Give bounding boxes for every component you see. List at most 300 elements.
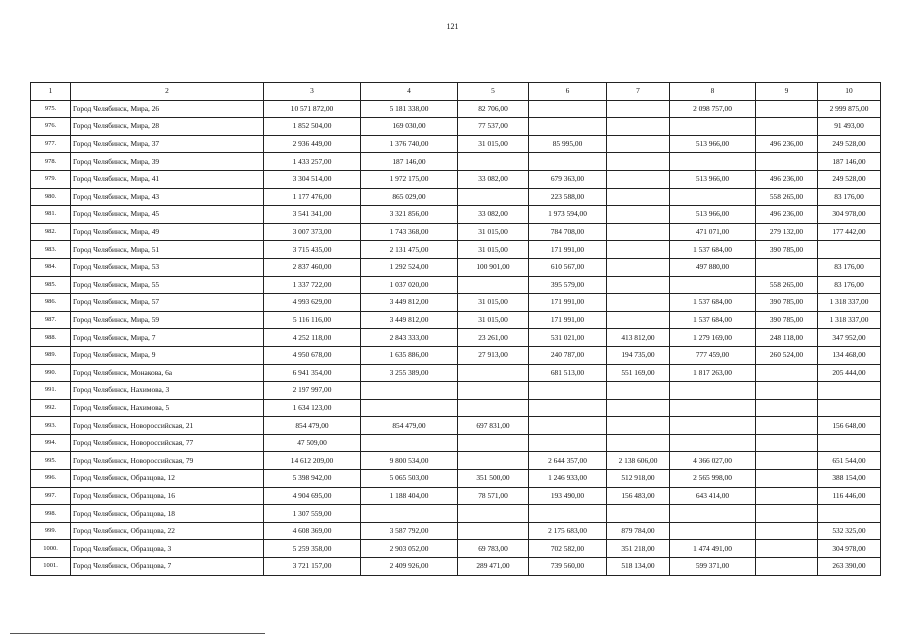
address-cell: Город Челябинск, Образцова, 3	[71, 540, 264, 558]
amount-cell: 702 582,00	[529, 540, 607, 558]
amount-cell	[458, 188, 529, 206]
row-number-cell: 993.	[31, 417, 71, 435]
amount-cell: 347 952,00	[818, 329, 881, 347]
table-row	[31, 153, 881, 171]
row-number-cell: 999.	[31, 522, 71, 540]
row-number-cell: 983.	[31, 241, 71, 259]
amount-cell: 82 706,00	[458, 100, 529, 118]
amount-cell	[756, 522, 818, 540]
amount-cell: 2 999 875,00	[818, 100, 881, 118]
amount-cell: 471 071,00	[670, 223, 756, 241]
amount-cell: 513 966,00	[670, 170, 756, 188]
amount-cell: 5 181 338,00	[361, 100, 458, 118]
table-row	[31, 258, 881, 276]
amount-cell	[529, 153, 607, 171]
table-row	[31, 434, 881, 452]
amount-cell	[361, 505, 458, 523]
amount-cell: 23 261,00	[458, 329, 529, 347]
column-header-1: 1	[31, 83, 71, 101]
address-cell: Город Челябинск, Мира, 9	[71, 346, 264, 364]
amount-cell	[756, 382, 818, 400]
column-header-9: 9	[756, 83, 818, 101]
amount-cell: 4 608 369,00	[264, 522, 361, 540]
amount-cell: 83 176,00	[818, 188, 881, 206]
amount-cell: 388 154,00	[818, 470, 881, 488]
column-header-3: 3	[264, 83, 361, 101]
amount-cell: 248 118,00	[756, 329, 818, 347]
amount-cell	[818, 399, 881, 417]
amount-cell: 27 913,00	[458, 346, 529, 364]
amount-cell: 1 177 476,00	[264, 188, 361, 206]
amount-cell	[607, 434, 670, 452]
address-cell: Город Челябинск, Мира, 55	[71, 276, 264, 294]
amount-cell	[670, 382, 756, 400]
row-number-cell: 984.	[31, 258, 71, 276]
table-row	[31, 399, 881, 417]
amount-cell: 1 318 337,00	[818, 311, 881, 329]
table-row	[31, 311, 881, 329]
table-row	[31, 188, 881, 206]
amount-cell	[529, 417, 607, 435]
amount-cell: 83 176,00	[818, 276, 881, 294]
column-header-2: 2	[71, 83, 264, 101]
amount-cell: 205 444,00	[818, 364, 881, 382]
amount-cell	[670, 118, 756, 136]
amount-cell: 496 236,00	[756, 206, 818, 224]
amount-cell: 599 371,00	[670, 558, 756, 576]
address-cell: Город Челябинск, Мира, 7	[71, 329, 264, 347]
address-cell: Город Челябинск, Новороссийская, 21	[71, 417, 264, 435]
amount-cell: 304 978,00	[818, 540, 881, 558]
table-body	[31, 100, 881, 575]
amount-cell: 390 785,00	[756, 294, 818, 312]
amount-cell: 263 390,00	[818, 558, 881, 576]
amount-cell: 134 468,00	[818, 346, 881, 364]
amount-cell: 3 449 812,00	[361, 311, 458, 329]
amount-cell: 2 138 606,00	[607, 452, 670, 470]
amount-cell	[529, 505, 607, 523]
amount-cell	[756, 540, 818, 558]
amount-cell: 1 376 740,00	[361, 135, 458, 153]
amount-cell: 512 918,00	[607, 470, 670, 488]
amount-cell: 304 978,00	[818, 206, 881, 224]
amount-cell: 249 528,00	[818, 135, 881, 153]
address-cell: Город Челябинск, Нахимова, 3	[71, 382, 264, 400]
amount-cell: 187 146,00	[361, 153, 458, 171]
amount-cell	[607, 153, 670, 171]
row-number-cell: 995.	[31, 452, 71, 470]
amount-cell: 1 246 933,00	[529, 470, 607, 488]
amount-cell	[756, 417, 818, 435]
address-cell: Город Челябинск, Образцова, 22	[71, 522, 264, 540]
amount-cell: 679 363,00	[529, 170, 607, 188]
table-row	[31, 135, 881, 153]
row-number-cell: 987.	[31, 311, 71, 329]
amount-cell: 83 176,00	[818, 258, 881, 276]
column-header-7: 7	[607, 83, 670, 101]
amount-cell: 2 409 926,00	[361, 558, 458, 576]
amount-cell	[607, 100, 670, 118]
amount-cell: 6 941 354,00	[264, 364, 361, 382]
amount-cell: 2 644 357,00	[529, 452, 607, 470]
amount-cell: 31 015,00	[458, 311, 529, 329]
data-table	[30, 82, 881, 576]
amount-cell	[756, 153, 818, 171]
address-cell: Город Челябинск, Новороссийская, 77	[71, 434, 264, 452]
amount-cell: 513 966,00	[670, 135, 756, 153]
amount-cell	[670, 417, 756, 435]
address-cell: Город Челябинск, Мира, 43	[71, 188, 264, 206]
amount-cell: 31 015,00	[458, 294, 529, 312]
amount-cell: 2 903 052,00	[361, 540, 458, 558]
table-row	[31, 118, 881, 136]
amount-cell: 1 337 722,00	[264, 276, 361, 294]
amount-cell	[670, 276, 756, 294]
table-row	[31, 346, 881, 364]
amount-cell	[756, 258, 818, 276]
table-row	[31, 382, 881, 400]
amount-cell: 77 537,00	[458, 118, 529, 136]
amount-cell: 697 831,00	[458, 417, 529, 435]
amount-cell: 2 197 997,00	[264, 382, 361, 400]
amount-cell: 260 524,00	[756, 346, 818, 364]
row-number-cell: 978.	[31, 153, 71, 171]
table-row	[31, 294, 881, 312]
address-cell: Город Челябинск, Образцова, 12	[71, 470, 264, 488]
amount-cell: 223 588,00	[529, 188, 607, 206]
amount-cell	[756, 434, 818, 452]
amount-cell: 5 398 942,00	[264, 470, 361, 488]
amount-cell	[756, 558, 818, 576]
amount-cell: 33 082,00	[458, 170, 529, 188]
address-cell: Город Челябинск, Мира, 39	[71, 153, 264, 171]
row-number-cell: 979.	[31, 170, 71, 188]
address-cell: Город Челябинск, Мира, 57	[71, 294, 264, 312]
amount-cell	[529, 382, 607, 400]
amount-cell: 4 950 678,00	[264, 346, 361, 364]
amount-cell: 3 255 389,00	[361, 364, 458, 382]
amount-cell	[458, 153, 529, 171]
amount-cell: 169 030,00	[361, 118, 458, 136]
amount-cell	[670, 434, 756, 452]
amount-cell: 171 991,00	[529, 241, 607, 259]
address-cell: Город Челябинск, Мира, 28	[71, 118, 264, 136]
amount-cell	[458, 522, 529, 540]
amount-cell: 558 265,00	[756, 276, 818, 294]
amount-cell: 194 735,00	[607, 346, 670, 364]
column-header-10: 10	[818, 83, 881, 101]
table-row	[31, 276, 881, 294]
row-number-cell: 986.	[31, 294, 71, 312]
amount-cell: 2 565 998,00	[670, 470, 756, 488]
amount-cell: 193 490,00	[529, 487, 607, 505]
amount-cell: 2 098 757,00	[670, 100, 756, 118]
table-row	[31, 223, 881, 241]
amount-cell: 187 146,00	[818, 153, 881, 171]
address-cell: Город Челябинск, Мира, 59	[71, 311, 264, 329]
address-cell: Город Челябинск, Образцова, 16	[71, 487, 264, 505]
amount-cell	[458, 434, 529, 452]
amount-cell: 1 318 337,00	[818, 294, 881, 312]
amount-cell: 777 459,00	[670, 346, 756, 364]
amount-cell: 518 134,00	[607, 558, 670, 576]
amount-cell	[361, 399, 458, 417]
amount-cell	[529, 100, 607, 118]
address-cell: Город Челябинск, Нахимова, 5	[71, 399, 264, 417]
amount-cell: 395 579,00	[529, 276, 607, 294]
address-cell: Город Челябинск, Мира, 49	[71, 223, 264, 241]
amount-cell: 33 082,00	[458, 206, 529, 224]
amount-cell	[458, 276, 529, 294]
table-row	[31, 417, 881, 435]
row-number-cell: 977.	[31, 135, 71, 153]
table-row	[31, 364, 881, 382]
amount-cell: 651 544,00	[818, 452, 881, 470]
amount-cell: 1 433 257,00	[264, 153, 361, 171]
address-cell: Город Челябинск, Мира, 37	[71, 135, 264, 153]
table-header-row	[31, 83, 881, 101]
amount-cell: 497 880,00	[670, 258, 756, 276]
amount-cell	[607, 505, 670, 523]
amount-cell: 2 837 460,00	[264, 258, 361, 276]
amount-cell: 1 474 491,00	[670, 540, 756, 558]
amount-cell: 47 509,00	[264, 434, 361, 452]
amount-cell	[607, 417, 670, 435]
address-cell: Город Челябинск, Мира, 26	[71, 100, 264, 118]
amount-cell	[607, 294, 670, 312]
amount-cell	[607, 170, 670, 188]
amount-cell	[607, 206, 670, 224]
table-row	[31, 522, 881, 540]
amount-cell: 1 037 020,00	[361, 276, 458, 294]
column-header-6: 6	[529, 83, 607, 101]
row-number-cell: 975.	[31, 100, 71, 118]
row-number-cell: 982.	[31, 223, 71, 241]
amount-cell: 558 265,00	[756, 188, 818, 206]
amount-cell	[607, 241, 670, 259]
amount-cell: 31 015,00	[458, 135, 529, 153]
amount-cell: 1 973 594,00	[529, 206, 607, 224]
amount-cell	[607, 311, 670, 329]
amount-cell	[529, 434, 607, 452]
amount-cell: 10 571 872,00	[264, 100, 361, 118]
amount-cell: 643 414,00	[670, 487, 756, 505]
amount-cell	[756, 487, 818, 505]
amount-cell	[607, 135, 670, 153]
amount-cell: 3 449 812,00	[361, 294, 458, 312]
amount-cell	[670, 188, 756, 206]
table-row	[31, 470, 881, 488]
row-number-cell: 1000.	[31, 540, 71, 558]
amount-cell: 1 537 684,00	[670, 311, 756, 329]
amount-cell: 78 571,00	[458, 487, 529, 505]
amount-cell: 289 471,00	[458, 558, 529, 576]
amount-cell	[361, 434, 458, 452]
footer-divider	[10, 633, 265, 634]
amount-cell: 14 612 209,00	[264, 452, 361, 470]
amount-cell: 177 442,00	[818, 223, 881, 241]
column-header-4: 4	[361, 83, 458, 101]
address-cell: Город Челябинск, Мира, 51	[71, 241, 264, 259]
amount-cell	[361, 382, 458, 400]
amount-cell: 531 021,00	[529, 329, 607, 347]
amount-cell: 9 800 534,00	[361, 452, 458, 470]
amount-cell: 3 007 373,00	[264, 223, 361, 241]
amount-cell: 100 901,00	[458, 258, 529, 276]
amount-cell	[756, 452, 818, 470]
amount-cell	[756, 399, 818, 417]
row-number-cell: 990.	[31, 364, 71, 382]
amount-cell: 1 292 524,00	[361, 258, 458, 276]
amount-cell: 1 188 404,00	[361, 487, 458, 505]
amount-cell: 31 015,00	[458, 223, 529, 241]
amount-cell	[529, 118, 607, 136]
amount-cell	[458, 399, 529, 417]
amount-cell	[756, 470, 818, 488]
amount-cell	[458, 452, 529, 470]
amount-cell	[607, 399, 670, 417]
amount-cell: 610 567,00	[529, 258, 607, 276]
amount-cell	[670, 522, 756, 540]
row-number-cell: 981.	[31, 206, 71, 224]
table-row	[31, 206, 881, 224]
row-number-cell: 985.	[31, 276, 71, 294]
row-number-cell: 991.	[31, 382, 71, 400]
amount-cell: 279 132,00	[756, 223, 818, 241]
amount-cell: 1 972 175,00	[361, 170, 458, 188]
amount-cell	[607, 118, 670, 136]
amount-cell: 171 991,00	[529, 294, 607, 312]
amount-cell: 5 259 358,00	[264, 540, 361, 558]
amount-cell: 2 131 475,00	[361, 241, 458, 259]
amount-cell: 1 852 504,00	[264, 118, 361, 136]
address-cell: Город Челябинск, Мира, 45	[71, 206, 264, 224]
address-cell: Город Челябинск, Мира, 53	[71, 258, 264, 276]
amount-cell: 3 587 792,00	[361, 522, 458, 540]
amount-cell: 390 785,00	[756, 241, 818, 259]
address-cell: Город Челябинск, Новороссийская, 79	[71, 452, 264, 470]
amount-cell: 1 634 123,00	[264, 399, 361, 417]
amount-cell: 3 304 514,00	[264, 170, 361, 188]
amount-cell: 4 366 027,00	[670, 452, 756, 470]
amount-cell: 496 236,00	[756, 170, 818, 188]
amount-cell	[458, 364, 529, 382]
table-row	[31, 100, 881, 118]
table-row	[31, 487, 881, 505]
amount-cell: 4 993 629,00	[264, 294, 361, 312]
amount-cell: 739 560,00	[529, 558, 607, 576]
amount-cell: 513 966,00	[670, 206, 756, 224]
amount-cell: 1 635 886,00	[361, 346, 458, 364]
amount-cell: 3 541 341,00	[264, 206, 361, 224]
row-number-cell: 976.	[31, 118, 71, 136]
amount-cell: 4 252 118,00	[264, 329, 361, 347]
amount-cell	[756, 118, 818, 136]
row-number-cell: 994.	[31, 434, 71, 452]
row-number-cell: 989.	[31, 346, 71, 364]
address-cell: Город Челябинск, Образцова, 7	[71, 558, 264, 576]
amount-cell: 496 236,00	[756, 135, 818, 153]
row-number-cell: 988.	[31, 329, 71, 347]
amount-cell: 1 279 169,00	[670, 329, 756, 347]
amount-cell: 85 995,00	[529, 135, 607, 153]
amount-cell: 854 479,00	[361, 417, 458, 435]
amount-cell: 1 537 684,00	[670, 294, 756, 312]
row-number-cell: 992.	[31, 399, 71, 417]
amount-cell: 1 817 263,00	[670, 364, 756, 382]
amount-cell: 2 175 683,00	[529, 522, 607, 540]
amount-cell	[756, 100, 818, 118]
amount-cell	[607, 188, 670, 206]
amount-cell: 5 065 503,00	[361, 470, 458, 488]
amount-cell: 1 307 559,00	[264, 505, 361, 523]
amount-cell: 551 169,00	[607, 364, 670, 382]
amount-cell	[818, 241, 881, 259]
amount-cell: 171 991,00	[529, 311, 607, 329]
amount-cell: 784 708,00	[529, 223, 607, 241]
amount-cell: 351 500,00	[458, 470, 529, 488]
row-number-cell: 998.	[31, 505, 71, 523]
amount-cell	[818, 434, 881, 452]
amount-cell: 865 029,00	[361, 188, 458, 206]
amount-cell	[818, 382, 881, 400]
row-number-cell: 980.	[31, 188, 71, 206]
table-row	[31, 558, 881, 576]
amount-cell: 390 785,00	[756, 311, 818, 329]
amount-cell	[756, 505, 818, 523]
address-cell: Город Челябинск, Мира, 41	[71, 170, 264, 188]
amount-cell: 351 218,00	[607, 540, 670, 558]
table-row	[31, 241, 881, 259]
amount-cell	[670, 399, 756, 417]
amount-cell	[607, 258, 670, 276]
amount-cell	[607, 276, 670, 294]
amount-cell	[458, 382, 529, 400]
amount-cell: 2 936 449,00	[264, 135, 361, 153]
page-number: 121	[446, 22, 459, 31]
amount-cell	[607, 382, 670, 400]
column-header-5: 5	[458, 83, 529, 101]
amount-cell: 69 783,00	[458, 540, 529, 558]
table-row	[31, 329, 881, 347]
amount-cell: 1 743 368,00	[361, 223, 458, 241]
amount-cell: 681 513,00	[529, 364, 607, 382]
column-header-8: 8	[670, 83, 756, 101]
amount-cell: 1 537 684,00	[670, 241, 756, 259]
amount-cell: 3 321 856,00	[361, 206, 458, 224]
amount-cell	[529, 399, 607, 417]
amount-cell	[607, 223, 670, 241]
amount-cell: 156 648,00	[818, 417, 881, 435]
table-row	[31, 452, 881, 470]
amount-cell: 240 787,00	[529, 346, 607, 364]
amount-cell: 3 721 157,00	[264, 558, 361, 576]
amount-cell	[670, 153, 756, 171]
amount-cell: 249 528,00	[818, 170, 881, 188]
amount-cell	[818, 505, 881, 523]
amount-cell: 31 015,00	[458, 241, 529, 259]
amount-cell: 879 784,00	[607, 522, 670, 540]
row-number-cell: 1001.	[31, 558, 71, 576]
amount-cell: 3 715 435,00	[264, 241, 361, 259]
amount-cell: 5 116 116,00	[264, 311, 361, 329]
amount-cell	[458, 505, 529, 523]
amount-cell	[756, 364, 818, 382]
amount-cell: 2 843 333,00	[361, 329, 458, 347]
amount-cell: 4 904 695,00	[264, 487, 361, 505]
table-row	[31, 540, 881, 558]
amount-cell: 116 446,00	[818, 487, 881, 505]
